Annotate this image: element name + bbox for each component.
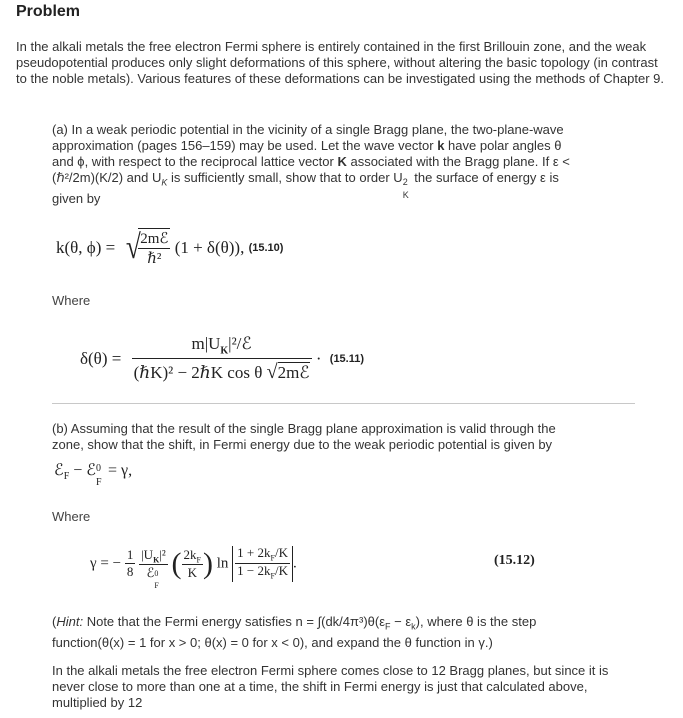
eq2-numerator: $m|U_K|^2/ℰ$: [191, 334, 252, 357]
part-a-line-2: approximation (pages 156–159) may be used. Let the wave vector k have polar angles θ: [52, 138, 562, 153]
closing-paragraph: In the alkali metals the free electron Fermi sphere comes close to 12 Bragg planes, but since it is never close to more than one at a time, the shift in Fermi energy is just that calculated above, multiplied by 12: [52, 663, 609, 710]
eq1-lhs: k(θ, ϕ) =: [56, 238, 116, 257]
part-b-line-1: (b) Assuming that the result of the single Bragg plane approximation is valid through the: [52, 421, 556, 436]
part-a-line-4: (ℏ²/2m)(K/2) and $U_K$ is sufficiently small, show that to order U 2 K the surface of energy ε is: [52, 170, 559, 200]
eq3-frac1-den: 8: [126, 564, 134, 580]
k-vector: k: [437, 138, 445, 153]
equation-15-12: γ = − $\frac{1}{8}$ $|U_K|^2$ ℰ 0 F ( $\frac{2k_F}{K}$ ) ln $\frac{1 + 2k_F/K}{1 - 2k_F/K}$ .: [90, 545, 297, 591]
part-a-line-1: (a) In a weak periodic potential in the vicinity of a single Bragg plane, the two-plane-wave: [52, 122, 564, 137]
eq1-sqrt-numerator: 2mℰ: [140, 231, 169, 247]
eq3-ln: ln: [216, 555, 229, 572]
part-a-line-5: given by: [52, 190, 101, 206]
where-label-1: Where: [52, 293, 91, 308]
part-a-line-3: and ϕ, with respect to the reciprocal lattice vector K associated with the Bragg plane. If ε <: [52, 154, 570, 169]
eq3-frac3-den: K: [182, 564, 203, 581]
hint-label: Hint:: [56, 614, 84, 629]
hint-paragraph: [52, 614, 632, 651]
eq3-frac1-num: 1: [126, 547, 134, 563]
eq1-rhs: (1 + δ(θ)),: [174, 238, 245, 257]
eq1-sqrt-denominator: ℏ²: [138, 248, 170, 268]
equation-number-15-12: (15.12): [494, 553, 535, 568]
eq3-frac2-num: $|U_K|^2$: [141, 546, 166, 565]
eq2-denominator: (ℏK)² − 2ℏK cos θ √2mℰ: [132, 358, 312, 384]
eq3-lhs: γ = −: [90, 555, 122, 572]
equation-15-10: [56, 228, 283, 268]
eq3-dot: .: [292, 555, 297, 572]
section-divider: [52, 403, 635, 404]
eq2-dot: ·: [315, 349, 322, 369]
sqrt-symbol: √: [125, 229, 141, 266]
equation-number-15-11: (15.11): [329, 353, 365, 366]
hint-line-1: (Hint: Note that the Fermi energy satisfies $n = \int(dk/4\pi^3)\theta(\varepsilon_F - \varepsilon_k)$, where θ is the step: [52, 614, 537, 632]
eq3-log-num: $1 + 2k_F/K$: [237, 545, 288, 563]
part-b-text: [52, 421, 642, 453]
eq3-frac3-num: $2k_F$: [183, 546, 201, 565]
K-vector: K: [337, 154, 347, 169]
eq3-frac2-den: ℰ 0 F: [139, 564, 168, 581]
where-label-2: Where: [52, 509, 91, 524]
part-a-text: [52, 122, 652, 207]
part-b-line-2: zone, show that the shift, in Fermi energy due to the weak periodic potential is given by: [52, 437, 553, 452]
eq3-log-den: $1 - 2k_F/K$: [237, 563, 288, 581]
equation-number-15-10: (15.10): [248, 242, 284, 254]
hint-line-2: function(θ(x) = 1 for x > 0; θ(x) = 0 for x < 0), and expand the θ function in γ.): [52, 634, 493, 650]
equation-15-11: [80, 334, 364, 384]
intro-paragraph: In the alkali metals the free electron Fermi sphere is entirely contained in the first Brillouin zone, and the weak pseudopotential produces only slight deformations of this sphere, without altering the basic topology (in contrast to the noble metals). Various features of these deformations can be investigated using the methods of Chapter 9.: [16, 39, 664, 86]
page-title: Problem: [16, 3, 81, 20]
eq2-lhs: δ(θ) =: [80, 349, 122, 369]
fermi-shift-formula: ℰ$_F$ − ℰ 0 F = γ,: [54, 462, 133, 488]
